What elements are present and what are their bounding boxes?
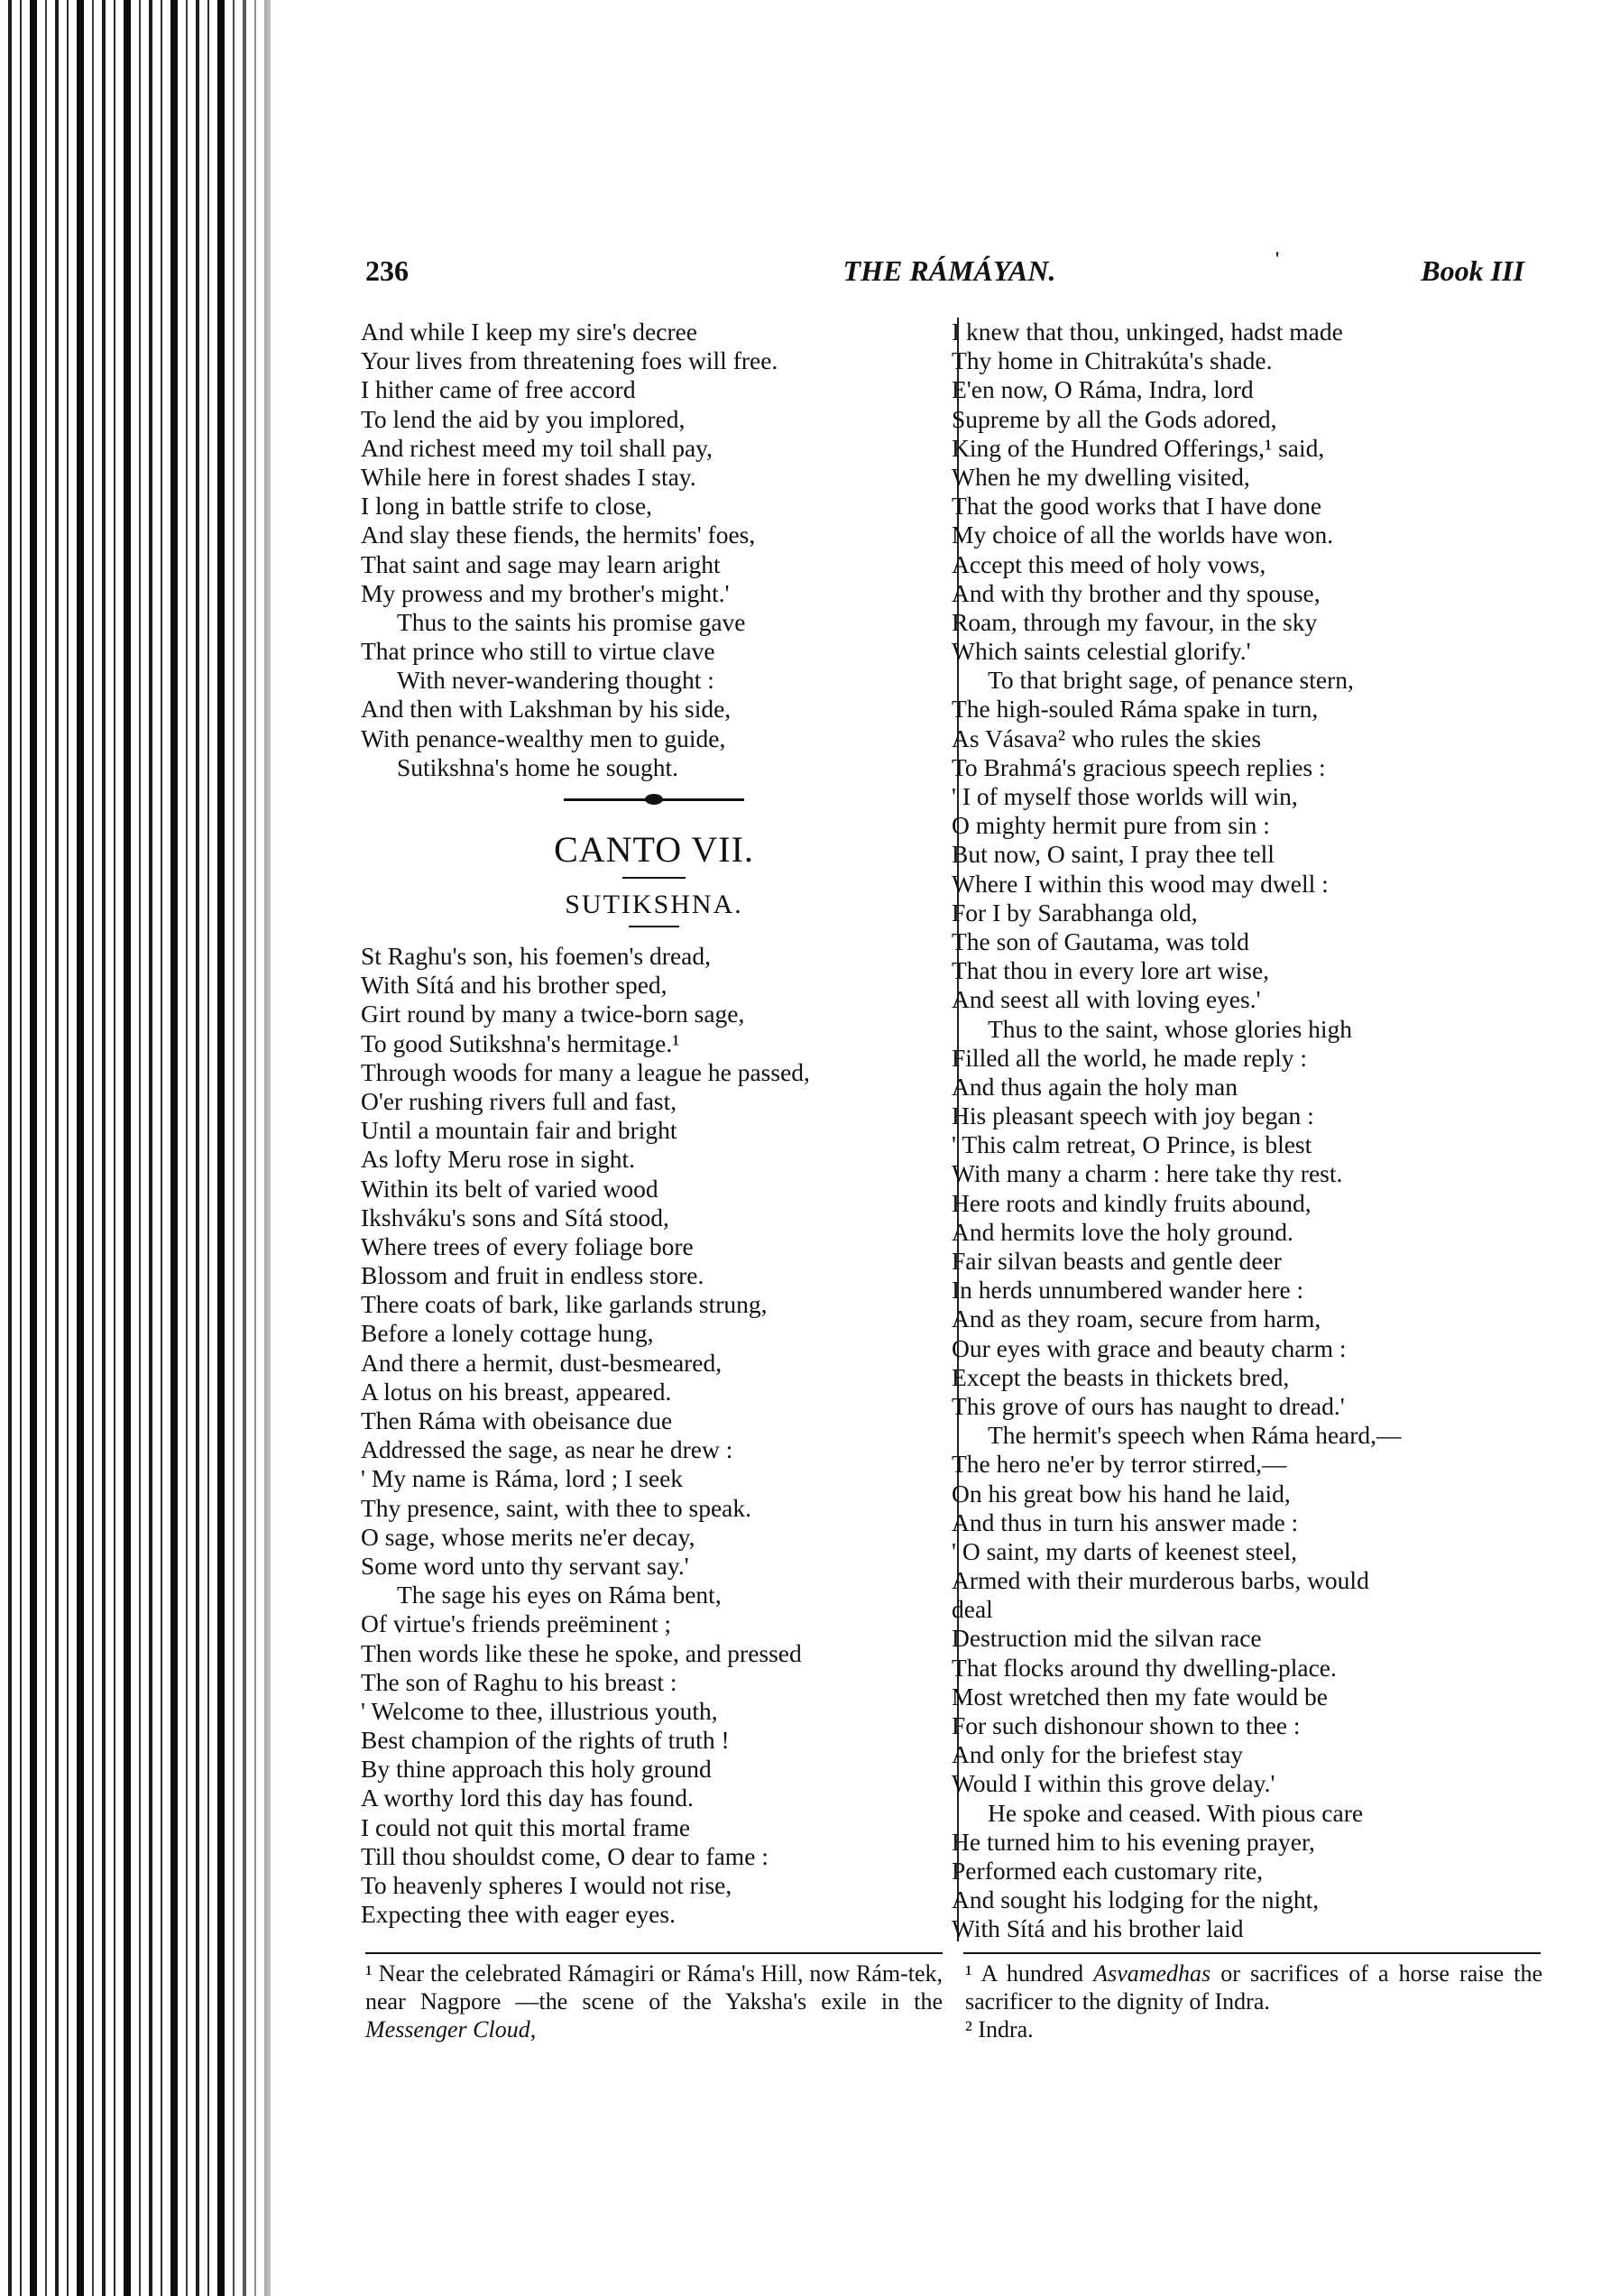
verse-line: And while I keep my sire's decree <box>361 318 698 346</box>
verse-line: Before a lonely cottage hung, <box>361 1319 654 1348</box>
verse-line: King of the Hundred Offerings,¹ said, <box>952 433 1325 462</box>
verse-line: The son of Raghu to his breast : <box>361 1667 677 1696</box>
verse-line: To good Sutikshna's hermitage.¹ <box>361 1028 680 1057</box>
verse-line: This grove of ours has naught to dread.' <box>952 1391 1345 1420</box>
title-rule <box>622 877 686 879</box>
verse-line: Of virtue's friends preëminent ; <box>361 1609 672 1638</box>
verse-line: To Brahmá's gracious speech replies : <box>952 752 1326 781</box>
verse-line: A worthy lord this day has found. <box>361 1784 694 1812</box>
verse-line: Sutikshna's home he sought. <box>397 752 679 781</box>
verse-line: On his great bow his hand he laid, <box>952 1479 1291 1508</box>
verse-line: Would I within this grove delay.' <box>952 1769 1275 1798</box>
verse-line: In herds unnumbered wander here : <box>952 1276 1304 1305</box>
footnote-text: A hundred <box>980 1960 1084 1987</box>
verse-line: Which saints celestial glorify.' <box>952 637 1251 666</box>
verse-line: That prince who still to virtue clave <box>361 637 715 666</box>
verse-line: Within its belt of varied wood <box>361 1174 658 1203</box>
verse-line: He turned him to his evening prayer, <box>952 1827 1315 1856</box>
verse-line: And only for the briefest stay <box>952 1740 1244 1769</box>
footnote-rule-left <box>365 1952 943 1954</box>
verse-line: St Raghu's son, his foemen's dread, <box>361 942 711 970</box>
verse-line: While here in forest shades I stay. <box>361 462 696 491</box>
verse-line: And seest all with loving eyes.' <box>952 985 1261 1014</box>
footnote-italic: Asvamedhas <box>1093 1960 1211 1987</box>
verse-line: And then with Lakshman by his side, <box>361 695 732 724</box>
footnote-italic: Messenger Cloud, <box>365 2016 537 2042</box>
verse-line: With Sítá and his brother laid <box>952 1914 1244 1943</box>
footnote-marker: ² <box>965 2016 972 2042</box>
verse-line: When he my dwelling visited, <box>952 462 1250 491</box>
verse-line: ' This calm retreat, O Prince, is blest <box>952 1130 1312 1159</box>
verse-line: My prowess and my brother's might.' <box>361 578 730 607</box>
verse-line: Addressed the sage, as near he drew : <box>361 1435 733 1464</box>
verse-line: Armed with their murderous barbs, would <box>952 1566 1369 1595</box>
verse-line: deal <box>952 1595 993 1624</box>
verse-line: To heavenly spheres I would not rise, <box>361 1871 732 1899</box>
verse-line: E'en now, O Ráma, Indra, lord <box>952 375 1254 404</box>
verse-line: And there a hermit, dust-besmeared, <box>361 1348 723 1377</box>
verse-line: With Sítá and his brother sped, <box>361 971 667 1000</box>
verse-line: Some word unto thy servant say.' <box>361 1551 689 1580</box>
verse-line: A lotus on his breast, appeared. <box>361 1377 672 1406</box>
verse-line: For such dishonour shown to thee : <box>952 1711 1301 1739</box>
verse-line: The hermit's speech when Ráma heard,— <box>988 1421 1402 1450</box>
verse-line: To lend the aid by you implored, <box>361 404 686 433</box>
canto-title: CANTO VII. <box>554 829 754 870</box>
verse-line: Here roots and kindly fruits abound, <box>952 1188 1312 1217</box>
verse-line: Performed each customary rite, <box>952 1856 1264 1885</box>
verse-line: Our eyes with grace and beauty charm : <box>952 1333 1347 1362</box>
verse-line: And thus in turn his answer made : <box>952 1508 1299 1536</box>
verse-line: The hero ne'er by terror stirred,— <box>952 1450 1287 1479</box>
binding-fade <box>230 0 284 2296</box>
verse-line: As Vásava² who rules the skies <box>952 724 1262 752</box>
verse-line: Where trees of every foliage bore <box>361 1231 694 1260</box>
verse-line: That flocks around thy dwelling-place. <box>952 1653 1337 1682</box>
verse-line: I long in battle strife to close, <box>361 492 653 521</box>
verse-line: That the good works that I have done <box>952 492 1322 521</box>
verse-line: O sage, whose merits ne'er decay, <box>361 1522 695 1551</box>
verse-line: And with thy brother and thy spouse, <box>952 578 1321 607</box>
footnote-marker: ¹ <box>965 1960 972 1987</box>
footnote-text: Near the celebrated Rámagiri or Ráma's Hill, now Rám-tek, near Nagpore —the scene of the Yaksha's exile in the <box>365 1960 943 2015</box>
verse-line: His pleasant speech with joy began : <box>952 1102 1314 1130</box>
verse-line: ' O saint, my darts of keenest steel, <box>952 1536 1297 1565</box>
left-column <box>361 318 947 1929</box>
verse-line: That thou in every lore art wise, <box>952 956 1270 985</box>
verse-line: Destruction mid the silvan race <box>952 1624 1262 1653</box>
verse-line: And slay these fiends, the hermits' foes, <box>361 521 756 549</box>
verse-line: The sage his eyes on Ráma bent, <box>397 1581 722 1609</box>
right-column <box>952 318 1547 1944</box>
verse-line: And thus again the holy man <box>952 1072 1238 1101</box>
verse-line: Thy presence, saint, with thee to speak. <box>361 1493 751 1522</box>
verse-line: That saint and sage may learn aright <box>361 549 721 578</box>
footnote-rule-right <box>963 1952 1541 1954</box>
verse-line: Most wretched then my fate would be <box>952 1682 1328 1710</box>
footnote-text: or sacrifices of a horse raise the sacrificer to the dignity of Indra. <box>965 1960 1542 2015</box>
verse-line: Roam, through my favour, in the sky <box>952 607 1318 636</box>
verse-line: With penance-wealthy men to guide, <box>361 724 726 752</box>
verse-line: Until a mountain fair and bright <box>361 1116 677 1145</box>
verse-line: Supreme by all the Gods adored, <box>952 404 1277 433</box>
verse-line: ' I of myself those worlds will win, <box>952 782 1298 810</box>
verse-line: Filled all the world, he made reply : <box>952 1043 1308 1072</box>
verse-line: Except the beasts in thickets bred, <box>952 1362 1290 1391</box>
page-header <box>365 247 1533 298</box>
verse-line: O'er rushing rivers full and fast, <box>361 1086 677 1115</box>
canto-subtitle: SUTIKSHNA. <box>565 890 743 919</box>
verse-line: ' Welcome to thee, illustrious youth, <box>361 1696 718 1725</box>
verse-line: Till thou shouldst come, O dear to fame : <box>361 1841 769 1870</box>
verse-line: Best champion of the rights of truth ! <box>361 1726 730 1755</box>
verse-line: I hither came of free accord <box>361 375 636 404</box>
verse-line: I could not quit this mortal frame <box>361 1812 691 1841</box>
verse-line: Then words like these he spoke, and pressed <box>361 1638 802 1667</box>
section-ornament <box>564 798 744 801</box>
footnote-right <box>965 1959 1542 2043</box>
page-number: 236 <box>365 254 409 287</box>
verse-line: Blossom and fruit in endless store. <box>361 1261 704 1290</box>
verse-line: I knew that thou, unkinged, hadst made <box>952 318 1343 346</box>
verse-line: Fair silvan beasts and gentle deer <box>952 1247 1282 1275</box>
verse-line: Accept this meed of holy vows, <box>952 549 1266 578</box>
verse-line: Girt round by many a twice-born sage, <box>361 1000 745 1028</box>
book-label: Book III <box>1421 254 1524 287</box>
verse-line: With many a charm : here take thy rest. <box>952 1159 1343 1188</box>
verse-line: And as they roam, secure from harm, <box>952 1305 1321 1333</box>
verse-line: Thus to the saints his promise gave <box>397 607 746 636</box>
verse-line: The high-souled Ráma spake in turn, <box>952 695 1319 724</box>
verse-line: He spoke and ceased. With pious care <box>988 1798 1364 1827</box>
running-title: THE RÁMÁYAN. <box>842 254 1056 287</box>
footnote-text: Indra. <box>978 2016 1034 2042</box>
verse-line: But now, O saint, I pray thee tell <box>952 840 1275 869</box>
verse-line: And sought his lodging for the night, <box>952 1886 1320 1914</box>
verse-line: Your lives from threatening foes will free. <box>361 346 778 375</box>
verse-line: Thy home in Chitrakúta's shade. <box>952 346 1273 375</box>
verse-line: Through woods for many a league he passed, <box>361 1057 810 1086</box>
verse-line: There coats of bark, like garlands strung, <box>361 1290 768 1319</box>
footnote-marker: ¹ <box>365 1960 373 1987</box>
verse-line: The son of Gautama, was told <box>952 927 1249 955</box>
verse-line: Ikshváku's sons and Sítá stood, <box>361 1203 669 1231</box>
right-verses <box>952 318 1547 1944</box>
verse-line: O mighty hermit pure from sin : <box>952 811 1270 840</box>
canto-verses <box>361 942 947 1929</box>
verse-line: And hermits love the holy ground. <box>952 1217 1293 1246</box>
verse-line: By thine approach this holy ground <box>361 1755 712 1784</box>
footnote-left <box>365 1959 943 2043</box>
stray-mark: ' <box>1275 247 1281 270</box>
subtitle-rule <box>629 926 679 927</box>
verse-line: My choice of all the worlds have won. <box>952 521 1334 549</box>
verse-line: Thus to the saint, whose glories high <box>988 1014 1353 1043</box>
verse-line: And richest meed my toil shall pay, <box>361 433 713 462</box>
verse-line: Then Ráma with obeisance due <box>361 1406 673 1434</box>
verse-line: Where I within this wood may dwell : <box>952 869 1329 898</box>
verse-line: For I by Sarabhanga old, <box>952 898 1198 927</box>
verse-line: With never-wandering thought : <box>397 666 714 695</box>
verse-line: To that bright sage, of penance stern, <box>988 666 1354 695</box>
verse-line: Expecting thee with eager eyes. <box>361 1900 676 1929</box>
verse-line: As lofty Meru rose in sight. <box>361 1145 636 1174</box>
verse-line: ' My name is Ráma, lord ; I seek <box>361 1464 684 1493</box>
left-top-verses <box>361 318 947 782</box>
